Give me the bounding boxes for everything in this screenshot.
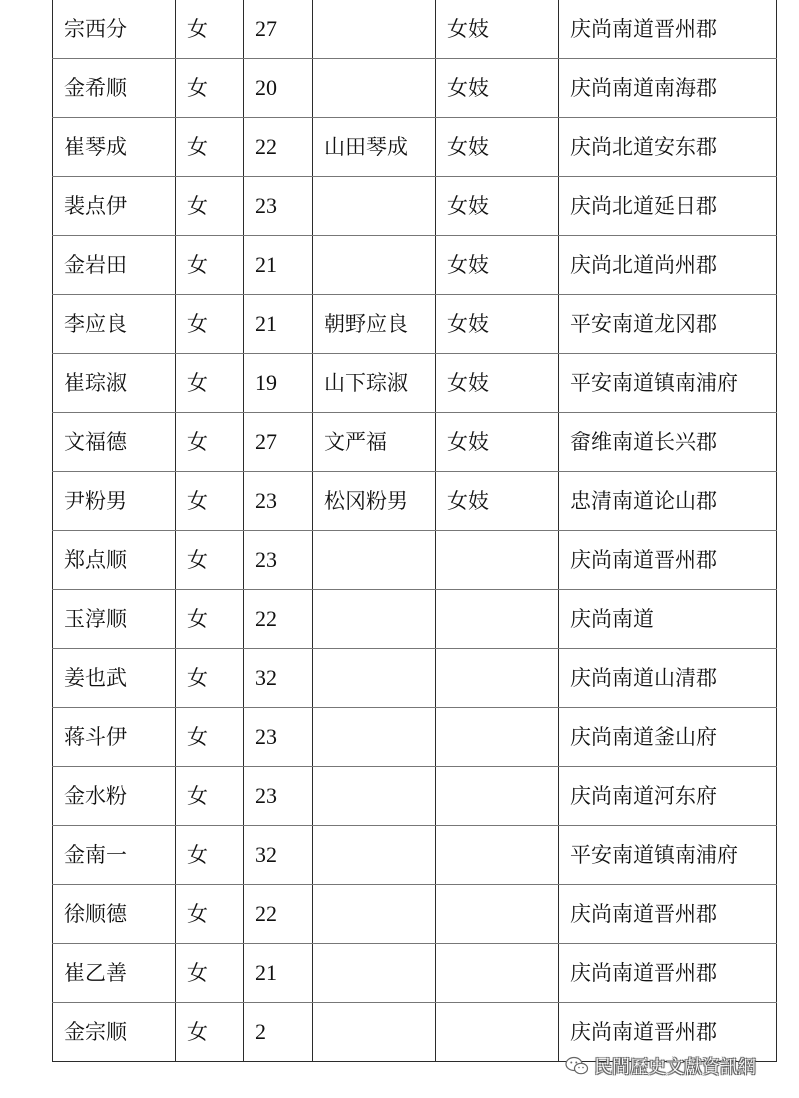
name-cell: 尹粉男	[53, 472, 176, 531]
alias-cell	[313, 236, 436, 295]
name-cell: 徐顺德	[53, 885, 176, 944]
alias-cell	[313, 177, 436, 236]
origin-cell: 庆尚南道	[559, 590, 777, 649]
table-row	[53, 649, 777, 708]
alias-cell	[313, 767, 436, 826]
age-cell: 23	[244, 177, 313, 236]
origin-cell: 平安南道镇南浦府	[559, 354, 777, 413]
sex-cell: 女	[176, 0, 244, 59]
occupation-cell: 女妓	[436, 236, 559, 295]
occupation-cell: 女妓	[436, 0, 559, 59]
sex-cell: 女	[176, 1003, 244, 1062]
table-row	[53, 531, 777, 590]
alias-cell	[313, 0, 436, 59]
origin-cell: 庆尚南道晋州郡	[559, 531, 777, 590]
table-row	[53, 413, 777, 472]
occupation-cell: 女妓	[436, 295, 559, 354]
origin-cell: 畲维南道长兴郡	[559, 413, 777, 472]
origin-cell: 平安南道龙冈郡	[559, 295, 777, 354]
occupation-cell: 女妓	[436, 118, 559, 177]
sex-cell: 女	[176, 826, 244, 885]
table-row	[53, 944, 777, 1003]
table-row	[53, 0, 777, 59]
occupation-cell	[436, 590, 559, 649]
origin-cell: 庆尚南道晋州郡	[559, 0, 777, 59]
age-cell: 27	[244, 0, 313, 59]
alias-cell	[313, 708, 436, 767]
sex-cell: 女	[176, 472, 244, 531]
table-row	[53, 826, 777, 885]
origin-cell: 庆尚南道晋州郡	[559, 885, 777, 944]
wechat-icon	[565, 1056, 589, 1076]
occupation-cell	[436, 649, 559, 708]
table-row	[53, 354, 777, 413]
sex-cell: 女	[176, 118, 244, 177]
origin-cell: 庆尚南道晋州郡	[559, 1003, 777, 1062]
age-cell: 32	[244, 649, 313, 708]
occupation-cell: 女妓	[436, 59, 559, 118]
age-cell: 32	[244, 826, 313, 885]
name-cell: 宗西分	[53, 0, 176, 59]
age-cell: 23	[244, 767, 313, 826]
alias-cell	[313, 531, 436, 590]
origin-cell: 庆尚南道河东府	[559, 767, 777, 826]
occupation-cell	[436, 944, 559, 1003]
records-body	[53, 0, 777, 1062]
alias-cell	[313, 59, 436, 118]
occupation-cell: 女妓	[436, 177, 559, 236]
table-row	[53, 118, 777, 177]
age-cell: 22	[244, 118, 313, 177]
alias-cell	[313, 885, 436, 944]
table-row	[53, 590, 777, 649]
age-cell: 22	[244, 885, 313, 944]
name-cell: 姜也武	[53, 649, 176, 708]
origin-cell: 庆尚北道安东郡	[559, 118, 777, 177]
name-cell: 崔乙善	[53, 944, 176, 1003]
sex-cell: 女	[176, 944, 244, 1003]
alias-cell	[313, 826, 436, 885]
alias-cell: 朝野应良	[313, 295, 436, 354]
occupation-cell	[436, 767, 559, 826]
table-row	[53, 295, 777, 354]
table-row	[53, 59, 777, 118]
table-row	[53, 472, 777, 531]
age-cell: 2	[244, 1003, 313, 1062]
table-row	[53, 767, 777, 826]
name-cell: 金水粉	[53, 767, 176, 826]
name-cell: 李应良	[53, 295, 176, 354]
age-cell: 19	[244, 354, 313, 413]
origin-cell: 平安南道镇南浦府	[559, 826, 777, 885]
origin-cell: 庆尚南道晋州郡	[559, 944, 777, 1003]
occupation-cell: 女妓	[436, 413, 559, 472]
name-cell: 金岩田	[53, 236, 176, 295]
occupation-cell: 女妓	[436, 472, 559, 531]
sex-cell: 女	[176, 236, 244, 295]
name-cell: 蒋斗伊	[53, 708, 176, 767]
records-table	[52, 0, 777, 1062]
sex-cell: 女	[176, 590, 244, 649]
watermark-text: 民間歷史文獻資訊網	[594, 1057, 756, 1078]
name-cell: 玉淳顺	[53, 590, 176, 649]
sex-cell: 女	[176, 531, 244, 590]
origin-cell: 庆尚南道南海郡	[559, 59, 777, 118]
alias-cell: 山下琮淑	[313, 354, 436, 413]
alias-cell: 松冈粉男	[313, 472, 436, 531]
occupation-cell	[436, 885, 559, 944]
age-cell: 23	[244, 472, 313, 531]
name-cell: 金宗顺	[53, 1003, 176, 1062]
alias-cell	[313, 1003, 436, 1062]
sex-cell: 女	[176, 177, 244, 236]
sex-cell: 女	[176, 413, 244, 472]
alias-cell	[313, 944, 436, 1003]
sex-cell: 女	[176, 885, 244, 944]
origin-cell: 庆尚北道尚州郡	[559, 236, 777, 295]
age-cell: 21	[244, 944, 313, 1003]
sex-cell: 女	[176, 354, 244, 413]
origin-cell: 庆尚南道山清郡	[559, 649, 777, 708]
origin-cell: 庆尚北道延日郡	[559, 177, 777, 236]
occupation-cell	[436, 826, 559, 885]
sex-cell: 女	[176, 59, 244, 118]
age-cell: 23	[244, 531, 313, 590]
alias-cell	[313, 590, 436, 649]
name-cell: 金南一	[53, 826, 176, 885]
sex-cell: 女	[176, 295, 244, 354]
name-cell: 裴点伊	[53, 177, 176, 236]
occupation-cell	[436, 531, 559, 590]
table-row	[53, 885, 777, 944]
sex-cell: 女	[176, 767, 244, 826]
sex-cell: 女	[176, 708, 244, 767]
name-cell: 崔琮淑	[53, 354, 176, 413]
watermark	[565, 1053, 756, 1079]
alias-cell: 山田琴成	[313, 118, 436, 177]
sex-cell: 女	[176, 649, 244, 708]
alias-cell: 文严福	[313, 413, 436, 472]
name-cell: 郑点顺	[53, 531, 176, 590]
table-row	[53, 708, 777, 767]
name-cell: 崔琴成	[53, 118, 176, 177]
origin-cell: 庆尚南道釜山府	[559, 708, 777, 767]
age-cell: 23	[244, 708, 313, 767]
age-cell: 21	[244, 236, 313, 295]
occupation-cell: 女妓	[436, 354, 559, 413]
age-cell: 22	[244, 590, 313, 649]
age-cell: 20	[244, 59, 313, 118]
occupation-cell	[436, 1003, 559, 1062]
occupation-cell	[436, 708, 559, 767]
table-row	[53, 177, 777, 236]
name-cell: 文福德	[53, 413, 176, 472]
alias-cell	[313, 649, 436, 708]
table-row	[53, 236, 777, 295]
origin-cell: 忠清南道论山郡	[559, 472, 777, 531]
name-cell: 金希顺	[53, 59, 176, 118]
age-cell: 27	[244, 413, 313, 472]
age-cell: 21	[244, 295, 313, 354]
